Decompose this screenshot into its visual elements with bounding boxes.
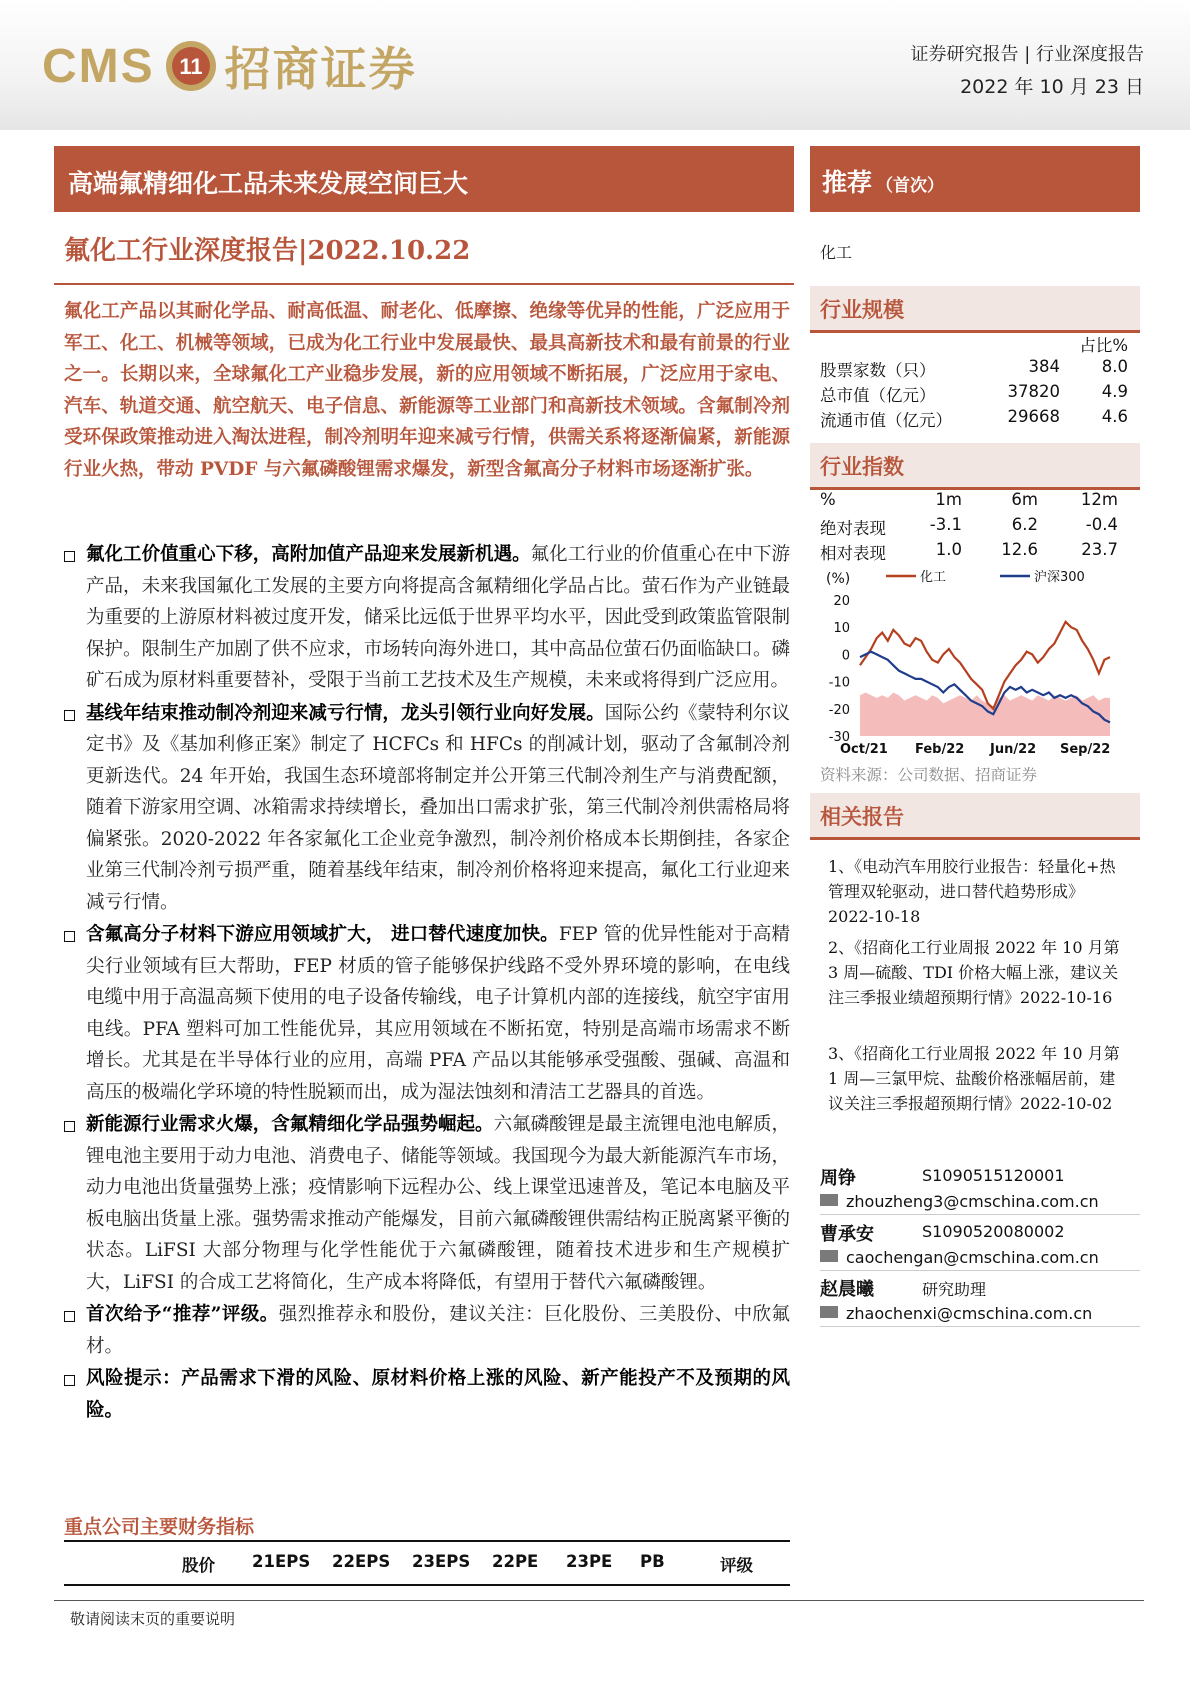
- scale-label-stocks: 股票家数（只）: [820, 361, 936, 380]
- fin-col-pb: PB: [640, 1552, 665, 1571]
- y-tick-label: 20: [833, 594, 850, 609]
- checkbox-icon: [64, 710, 75, 721]
- mail-icon: [820, 1250, 838, 1262]
- legend-hs300-label: 沪深300: [1034, 570, 1085, 585]
- subtitle-divider: [54, 283, 794, 285]
- report-subtitle: 氟化工行业深度报告|2022.10.22: [64, 236, 471, 266]
- related-reports-title: 相关报告: [820, 804, 904, 829]
- index-col-6m: 6m: [1011, 490, 1038, 509]
- index-rel-6m: 12.6: [1001, 540, 1038, 559]
- cms-logo: [42, 36, 417, 96]
- report-title: 高端氟精细化工品未来发展空间巨大: [68, 169, 469, 198]
- bullet-bold: 基线年结束推动制冷剂迎来减亏行情，龙头引领行业向好发展。: [86, 702, 605, 724]
- industry-index-title: 行业指数: [820, 454, 904, 479]
- industry-index-chart: [816, 566, 1116, 756]
- scale-value-float: 29668: [1007, 407, 1060, 426]
- fin-col-price: 股价: [182, 1556, 215, 1575]
- related-report-item[interactable]: 3、《招商化工行业周报 2022 年 10 月第 1 周—三氯甲烷、盐酸价格涨幅居前，建议关注三季报超预期行情》2022-10-02: [828, 1044, 1120, 1113]
- index-rel-12m: 23.7: [1081, 540, 1118, 559]
- scale-value-stocks: 384: [1028, 357, 1060, 376]
- analyst-role: 研究助理: [922, 1280, 987, 1299]
- analyst-name: 曹承安: [820, 1224, 874, 1245]
- fin-col-22pe: 22PE: [492, 1552, 539, 1571]
- logo-cms-text: CMS: [42, 39, 155, 93]
- y-tick-label: -30: [828, 730, 850, 745]
- checkbox-icon: [64, 1311, 75, 1322]
- bullet-item: [64, 1299, 790, 1362]
- footer-divider: [54, 1600, 1144, 1601]
- analyst-name: 周铮: [820, 1168, 856, 1189]
- bullet-text: 国际公约《蒙特利尔议定书》及《基加利修正案》制定了 HCFCs 和 HFCs 的削减计划，驱动了含氟制冷剂更新迭代。24 年开始，我国生态环境部将制定并公开第三代制冷剂生产与消费配额，随着下游家用空调、冰箱需求持续增长，叠加出口需求扩张，第三代制冷剂供需格局将偏紧张。2020-2022 年各家氟化工企业竞争激烈，制冷剂价格成本长期倒挂，各家企业第三代制冷剂亏损严重，随着基线年结束，制冷剂价格将迎来提高，氟化工行业迎来减亏行情。: [86, 702, 790, 913]
- index-abs-12m: -0.4: [1085, 515, 1118, 534]
- logo-cn-text: 招商证券: [224, 42, 417, 96]
- y-tick-label: 0: [841, 648, 850, 664]
- financials-table-header: [64, 1540, 790, 1586]
- fin-col-23pe: 23PE: [566, 1552, 613, 1571]
- related-report-item[interactable]: 2、《招商化工行业周报 2022 年 10 月第 3 周—硫酸、TDI 价格大幅上涨，建议关注三季报业绩超预期行情》2022-10-16: [828, 938, 1120, 1007]
- x-tick-label: Sep/22: [1060, 742, 1111, 756]
- rating-main: [822, 163, 944, 199]
- mail-icon: [820, 1194, 838, 1206]
- index-label-abs: 绝对表现: [820, 519, 886, 538]
- analyst-divider: [820, 1326, 1140, 1327]
- report-date: 2022 年 10 月 23 日: [960, 76, 1144, 98]
- analyst-email[interactable]: zhaochenxi@cmschina.com.cn: [846, 1304, 1093, 1323]
- bullet-bold: 首次给予“推荐”评级。: [86, 1304, 279, 1325]
- index-rel-1m: 1.0: [935, 540, 962, 559]
- index-col-pct: %: [820, 490, 836, 509]
- bullet-item: [64, 698, 790, 919]
- rating-sub: （首次）: [876, 176, 945, 196]
- checkbox-icon: [64, 931, 75, 942]
- x-tick-label: Oct/21: [840, 742, 888, 756]
- analyst-email[interactable]: caochengan@cmschina.com.cn: [846, 1248, 1099, 1267]
- analyst-name: 赵晨曦: [820, 1279, 874, 1300]
- fin-col-23eps: 23EPS: [412, 1552, 471, 1571]
- rating-bar: [810, 146, 1140, 212]
- x-tick-label: Feb/22: [915, 742, 965, 756]
- bullet-bold: 含氟高分子材料下游应用领域扩大， 进口替代速度加快。: [86, 924, 559, 945]
- y-tick-label: 10: [833, 621, 850, 637]
- related-reports-header: [810, 793, 1140, 840]
- bullet-item: [64, 919, 790, 1108]
- chart-ylabel: (%): [826, 571, 851, 587]
- index-abs-6m: 6.2: [1011, 515, 1038, 534]
- analyst-id: S1090520080002: [922, 1222, 1065, 1241]
- index-col-1m: 1m: [935, 490, 962, 509]
- legend-chem-label: 化工: [920, 570, 947, 585]
- sector-label: 化工: [820, 243, 853, 262]
- footer-disclaimer: 敬请阅读末页的重要说明: [70, 1610, 236, 1628]
- report-type: 证券研究报告 | 行业深度报告: [910, 44, 1144, 65]
- bullet-text: 强烈推荐永和股份，建议关注：巨化股份、三美股份、中欣氟材。: [86, 1304, 790, 1357]
- bullet-bold: 氟化工价值重心下移，高附加值产品迎来发展新机遇。: [86, 544, 531, 565]
- bullet-item: [64, 539, 790, 697]
- x-tick-label: Jun/22: [990, 742, 1037, 756]
- fin-col-rating: 评级: [720, 1556, 753, 1575]
- scale-pct-float: 4.6: [1101, 407, 1128, 426]
- analyst-divider: [820, 1270, 1140, 1271]
- logo-badge-icon: [165, 40, 217, 92]
- title-bar: [54, 146, 794, 212]
- index-label-rel: 相对表现: [820, 544, 886, 563]
- analyst-email[interactable]: zhouzheng3@cmschina.com.cn: [846, 1192, 1099, 1211]
- bullet-item: [64, 1363, 790, 1426]
- scale-pct-stocks: 8.0: [1101, 357, 1128, 376]
- related-report-item[interactable]: 1、《电动汽车用胶行业报告：轻量化+热管理双轮驱动，进口替代趋势形成》2022-10-18: [828, 857, 1116, 926]
- logo-badge-text: 11: [179, 54, 203, 79]
- index-col-12m: 12m: [1080, 490, 1118, 509]
- bullet-bold: 风险提示：产品需求下滑的风险、原材料价格上涨的风险、新产能投产不及预期的风险。: [86, 1368, 790, 1421]
- bullet-list: [64, 539, 790, 1427]
- mail-icon: [820, 1306, 838, 1318]
- fin-col-21eps: 21EPS: [252, 1552, 311, 1571]
- bullet-text: 六氟磷酸锂是最主流锂电池电解质，锂电池主要用于动力电池、消费电子、储能等领域。我国现今为最大新能源汽车市场，动力电池出货量强势上涨；疫情影响下远程办公、线上课堂迅速普及，笔记本电脑及平板电脑出货量上涨。强势需求推动产能爆发，目前六氟磷酸锂供需结构正脱离紧平衡的状态。LiFSI 大部分物理与化学性能优于六氟磷酸锂，随着技术进步和生产规模扩大，LiFSI 的合成工艺将简化，生产成本将降低，有望用于替代六氟磷酸锂。: [86, 1114, 790, 1293]
- bullet-item: [64, 1109, 790, 1298]
- bullet-text: 氟化工行业的价值重心在中下游产品，未来我国氟化工发展的主要方向将提高含氟精细化学品占比。萤石作为产业链最为重要的上游原材料被过度开发，储采比远低于世界平均水平，因此受到政策监管限制保护。限制生产加剧了供不应求，市场转向海外进口，其中高品位萤石仍面临缺口。磷矿石成为原材料重要替补，受限于当前工艺技术及生产规模，未来或将得到广泛应用。: [86, 544, 790, 691]
- y-tick-label: -20: [828, 702, 850, 718]
- checkbox-icon: [64, 1375, 75, 1386]
- scale-label-mktcap: 总市值（亿元）: [820, 386, 936, 405]
- industry-index-header: [810, 443, 1140, 490]
- scale-pct-mktcap: 4.9: [1101, 382, 1128, 401]
- analyst-divider: [820, 1214, 1140, 1215]
- fin-col-22eps: 22EPS: [332, 1552, 391, 1571]
- index-abs-1m: -3.1: [929, 515, 962, 534]
- scale-col-header: 占比%: [1079, 336, 1128, 355]
- scale-label-float: 流通市值（亿元）: [820, 411, 952, 430]
- scale-value-mktcap: 37820: [1007, 382, 1060, 401]
- chart-source: 资料来源：公司数据、招商证券: [820, 766, 1038, 784]
- y-tick-label: -10: [828, 675, 850, 691]
- rating-main-text: 推荐: [822, 168, 873, 197]
- financials-title: 重点公司主要财务指标: [64, 1516, 255, 1538]
- bullet-bold: 新能源行业需求火爆，含氟精细化学品强势崛起。: [86, 1114, 494, 1135]
- industry-scale-title: 行业规模: [820, 297, 904, 322]
- industry-scale-header: [810, 286, 1140, 333]
- bullet-text: FEP 管的优异性能对于高精尖行业领域有巨大帮助，FEP 材质的管子能够保护线路不受外界环境的影响，在电线电缆中用于高温高频下使用的电子设备传输线，电子计算机内部的连接线，航空宇宙用电线。PFA 塑料可加工性能优异，其应用领域在不断拓宽，特别是高端市场需求不断增长。尤其是在半导体行业的应用，高端 PFA 产品以其能够承受强酸、强碱、高温和高压的极端化学环境的特性脱颖而出，成为湿法蚀刻和清洁工艺器具的首选。: [86, 924, 790, 1103]
- analyst-id: S1090515120001: [922, 1166, 1065, 1185]
- checkbox-icon: [64, 1121, 75, 1132]
- checkbox-icon: [64, 551, 75, 562]
- abstract: 氟化工产品以其耐化学品、耐高低温、耐老化、低摩擦、绝缘等优异的性能，广泛应用于军工、化工、机械等领域，已成为化工行业中发展最快、最具高新技术和最有前景的行业之一。长期以来，全球氟化工产业稳步发展，新的应用领域不断拓展，广泛应用于家电、汽车、轨道交通、航空航天、电子信息、新能源等工业部门和高新技术领域。含氟制冷剂受环保政策推动进入淘汰进程，制冷剂明年迎来减亏行情，供需关系将逐渐偏紧，新能源行业火热，带动 PVDF 与六氟磷酸锂需求爆发，新型含氟高分子材料市场逐渐扩张。: [64, 301, 790, 480]
